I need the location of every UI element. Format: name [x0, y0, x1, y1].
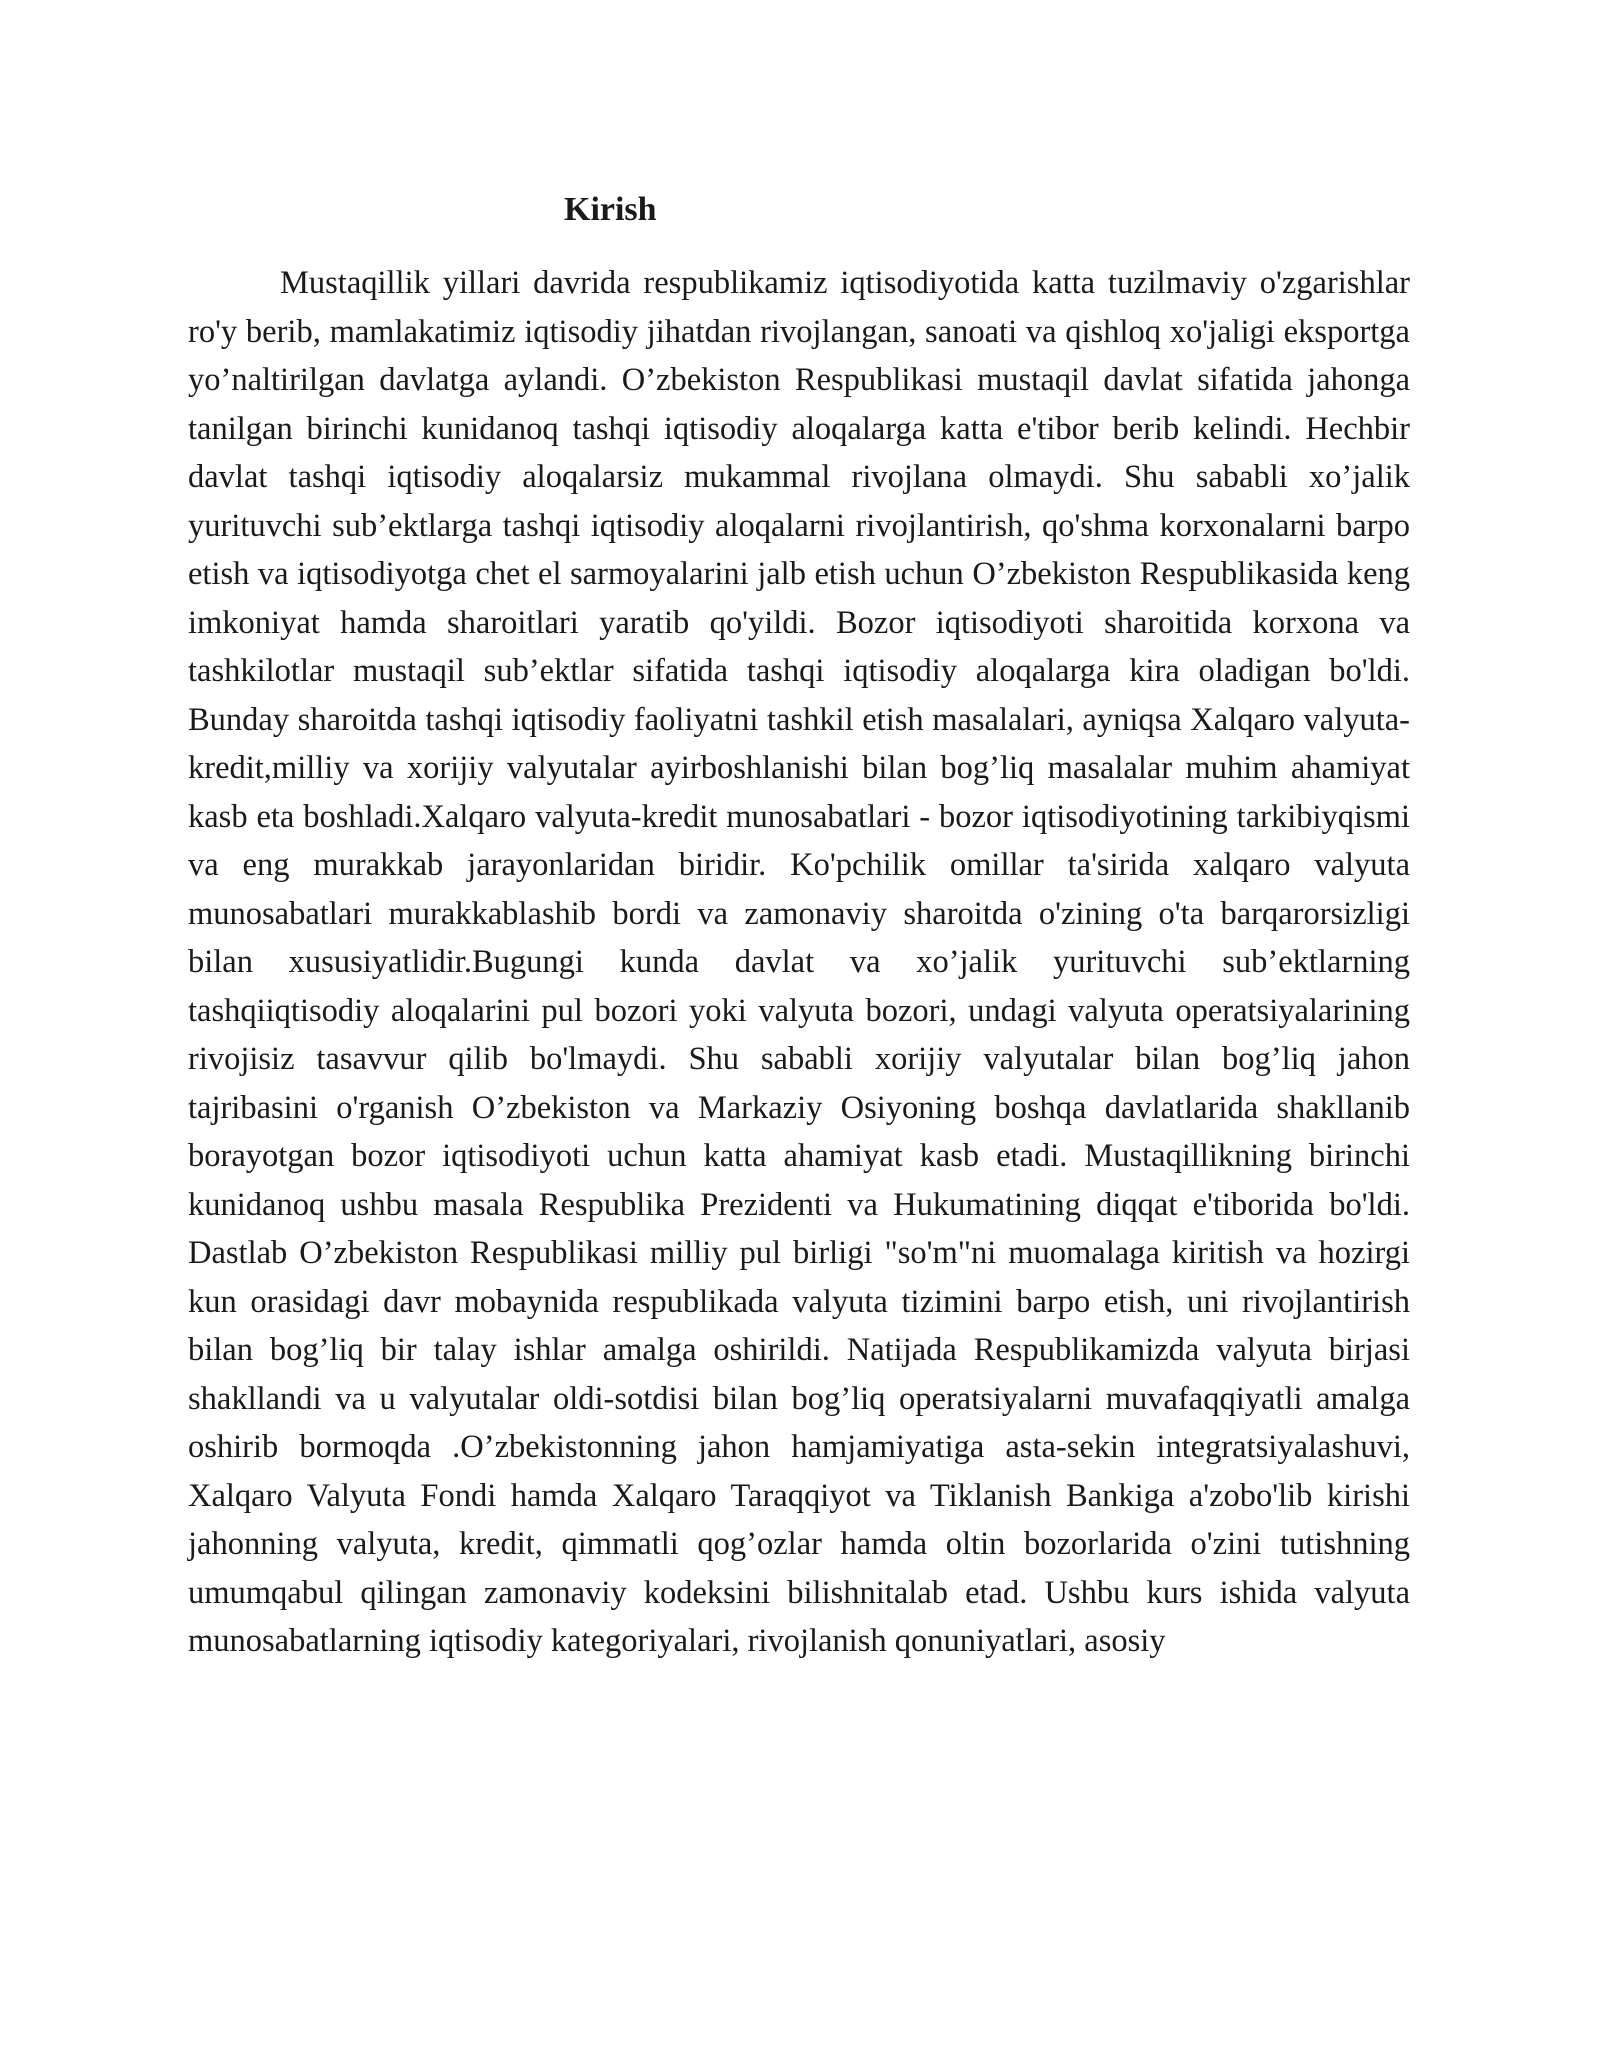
page-title: Kirish — [564, 191, 657, 228]
body-paragraph: Mustaqillik yillari davrida respublikamiz iqtisodiyotida katta tuzilmaviy o'zgarishlar ro'y berib, mamlakatimiz iqtisodiy jihatdan rivojlangan, sanoati va qishloq xo'jaligi eksportga yo’naltirilgan davlatga aylandi. O’zbekiston Respublikasi mustaqil davlat sifatida jahonga tanilgan birinchi kunidanoq tashqi iqtisodiy aloqalarga katta e'tibor berib kelindi. Hechbir davlat tashqi iqtisodiy aloqalarsiz mukammal rivojlana olmaydi. Shu sababli xo’jalik yurituvchi sub’ektlarga tashqi iqtisodiy aloqalarni rivojlantirish, qo'shma korxonalarni barpo etish va iqtisodiyotga chet el sarmoyalarini jalb etish uchun O’zbekiston Respublikasida keng imkoniyat hamda sharoitlari yaratib qo'yildi. Bozor iqtisodiyoti sharoitida korxona va tashkilotlar mustaqil sub’ektlar sifatida tashqi iqtisodiy aloqalarga kira oladigan bo'ldi. Bunday sharoitda tashqi iqtisodiy faoliyatni tashkil etish masalalari, ayniqsa Xalqaro valyuta-kredit,milliy va xorijiy valyutalar ayirboshlanishi bilan bog’liq masalalar muhim ahamiyat kasb eta boshladi.Xalqaro valyuta-kredit munosabatlari - bozor iqtisodiyotining tarkibiyqismi va eng murakkab jarayonlaridan biridir. Ko'pchilik omillar ta'sirida xalqaro valyuta munosabatlari murakkablashib bordi va zamonaviy sharoitda o'zining o'ta barqarorsizligi bilan xususiyatlidir.Bugungi kunda davlat va xo’jalik yurituvchi sub’ektlarning tashqiiqtisodiy aloqalarini pul bozori yoki valyuta bozori, undagi valyuta operatsiyalarining rivojisiz tasavvur qilib bo'lmaydi. Shu sababli xorijiy valyutalar bilan bog’liq jahon tajribasini o'rganish O’zbekiston va Markaziy Osiyoning boshqa davlatlarida shakllanib borayotgan bozor iqtisodiyoti uchun katta ahamiyat kasb etadi. Mustaqillikning birinchi kunidanoq ushbu masala Respublika Prezidenti va Hukumatining diqqat e'tiborida bo'ldi. Dastlab O’zbekiston Respublikasi milliy pul birligi "so'm"ni muomalaga kiritish va hozirgi kun orasidagi davr mobaynida respublikada valyuta tizimini barpo etish, uni rivojlantirish bilan bog’liq bir talay ishlar amalga oshirildi. Natijada Respublikamizda valyuta birjasi shakllandi va u valyutalar oldi-sotdisi bilan bog’liq operatsiyalarni muvafaqqiyatli amalga oshirib bormoqda .O’zbekistonning jahon hamjamiyatiga asta-sekin integratsiyalashuvi, Xalqaro Valyuta Fondi hamda Xalqaro Taraqqiyot va Tiklanish Bankiga a'zobo'lib kirishi jahonning valyuta, kredit, qimmatli qog’ozlar hamda oltin bozorlarida o'zini tutishning umumqabul qilingan zamonaviy kodeksini bilishnitalab etad. Ushbu kurs ishida valyuta munosabatlarning iqtisodiy kategoriyalari, rivojlanish qonuniyatlari, asosiy — [188, 265, 1410, 1659]
